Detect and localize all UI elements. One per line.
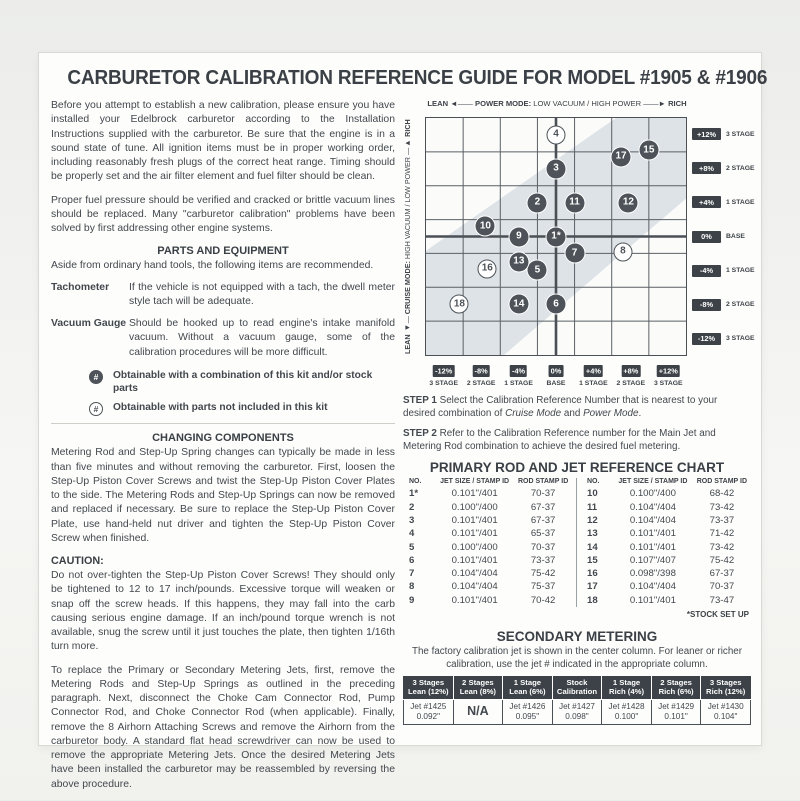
calibration-point-8: 8 (613, 242, 632, 261)
jet-size-stamp-id: 0.104"/404 (451, 581, 498, 593)
y-tick-stage: 1 STAGE (726, 267, 755, 275)
primary-table-row (581, 501, 751, 514)
rod-stamp-id: 71-42 (709, 528, 735, 540)
jet-size-stamp-id: 0.107"/407 (629, 554, 676, 566)
jet-size-stamp-id: 0.104"/404 (629, 581, 676, 593)
instruction-sheet (38, 52, 768, 790)
x-tick-stage: 2 STAGE (466, 380, 496, 387)
calibration-number: 6 (409, 554, 415, 566)
parts-intro: Aside from ordinary hand tools, the following items are recommended. (51, 260, 374, 272)
equipment-item (51, 281, 395, 310)
secondary-jet-cell: Jet #1427 0.098" (552, 700, 602, 725)
calibration-point-13: 13 (509, 252, 528, 271)
rod-stamp-id: 70-42 (530, 594, 556, 606)
primary-col-header: ROD STAMP ID (696, 478, 748, 486)
y-tick-value: -8% (692, 299, 721, 311)
jet-size-stamp-id: 0.101"/401 (451, 514, 498, 526)
calibration-number: 10 (587, 488, 598, 500)
secondary-jet-cell: Jet #1425 0.092" (404, 700, 454, 725)
calibration-number: 4 (409, 528, 415, 540)
primary-table-header-row (581, 478, 751, 487)
calibration-number: 11 (587, 501, 598, 513)
x-tick (467, 360, 496, 387)
jet-size-stamp-id: 0.101"/401 (451, 528, 498, 540)
rod-stamp-id: 67-37 (709, 568, 735, 580)
steps (403, 394, 751, 453)
x-tick-value: -12% (435, 366, 453, 375)
chart-plot-area (425, 117, 687, 356)
calibration-point-15: 15 (639, 141, 658, 160)
calibration-point-10: 10 (476, 217, 495, 236)
x-tick (429, 360, 458, 387)
y-tick-stage: 2 STAGE (726, 301, 755, 309)
power-mode-axis-label: LEAN ◄—— POWER MODE: LOW VACUUM / HIGH POWER ——► RICH (427, 99, 687, 108)
calibration-point-18: 18 (450, 295, 469, 314)
calibration-point-4: 4 (547, 125, 566, 144)
stock-setup-footnote: *STOCK SET UP (686, 609, 749, 619)
intro-paragraph-1: Before you attempt to establish a new calibration, please ensure you have installed your Edelbrock carburetor according to the Installation Instructions supplied with the carburetor. Be sure that the engine is in a sound state of tune. All ignition items must be in proper working order, including reasonably fresh plugs of the correct heat range. Timing should be properly set and the air filter element and fuel filter should be clean. (51, 100, 395, 183)
rod-stamp-id: 70-37 (709, 581, 735, 593)
left-column (49, 99, 395, 801)
calibration-number: 14 (587, 541, 598, 553)
primary-col-header: NO. (409, 478, 422, 486)
secondary-jet-cell: Jet #1429 0.101" (651, 700, 701, 725)
secondary-col-header: 2 Stages Rich (6%) (651, 677, 701, 700)
secondary-jet-cell: Jet #1426 0.095" (503, 700, 553, 725)
y-tick (692, 128, 755, 140)
equipment-item (51, 317, 395, 360)
calibration-number: 17 (587, 581, 598, 593)
primary-table-row (581, 580, 751, 593)
calibration-chart (403, 99, 755, 387)
calibration-number: 2 (409, 501, 415, 513)
y-tick-stage: BASE (726, 233, 745, 240)
cruise-mode-axis-label: LEAN ◄— CRUISE MODE: HIGH VACUUM / LOW POWER —► RICH (403, 119, 412, 354)
arrow-left-icon: ◄—— (450, 99, 473, 108)
calibration-number: 7 (409, 568, 415, 580)
calibration-number: 1* (409, 488, 419, 500)
x-tick-stage: 3 STAGE (653, 380, 683, 387)
secondary-metering-description: The factory calibration jet is shown in the center column. For leaner or richer calibration, use the jet # indicated in the appropriate column. (412, 645, 742, 670)
calibration-number: 15 (587, 554, 598, 566)
secondary-col-header: 1 Stage Lean (6%) (503, 677, 553, 700)
legend-text: Obtainable with a combination of this kit and/or stock parts (113, 369, 373, 394)
calibration-point-12: 12 (619, 193, 638, 212)
x-tick-stage: 2 STAGE (616, 380, 646, 387)
jet-size-stamp-id: 0.101"/401 (629, 594, 676, 606)
primary-table-row (403, 580, 572, 593)
calibration-number: 16 (587, 568, 598, 580)
primary-table-row (581, 554, 751, 567)
calibration-number: 3 (409, 514, 415, 526)
right-column (403, 99, 755, 801)
primary-table-row (581, 514, 751, 527)
primary-rod-jet-table (403, 478, 751, 607)
equipment-list (51, 281, 395, 360)
jet-size-stamp-id: 0.104"/404 (451, 568, 498, 580)
calibration-number: 13 (587, 528, 598, 540)
equipment-description: Should be hooked up to read engine's intake manifold vacuum. Without a vacuum gauge, some of the calibration procedures will be more difficult. (129, 318, 395, 358)
primary-table-row (403, 540, 572, 553)
primary-table-row (403, 514, 572, 527)
rod-stamp-id: 70-37 (530, 488, 556, 500)
calibration-number: 8 (409, 581, 415, 593)
y-tick (692, 162, 755, 174)
rod-stamp-id: 70-37 (530, 541, 556, 553)
x-tick-stage: 1 STAGE (579, 380, 608, 387)
x-tick-value: -4% (511, 366, 526, 375)
x-tick-value: -8% (474, 366, 488, 375)
y-tick (692, 196, 755, 208)
calibration-point-11: 11 (565, 193, 584, 212)
x-tick (617, 360, 646, 387)
primary-table-row (403, 501, 572, 514)
caution-heading: CAUTION: (51, 555, 104, 567)
secondary-col-header: 3 Stages Lean (12%) (404, 677, 454, 700)
changing-components-paragraph: Metering Rod and Step-Up Spring changes can typically be made in less than five minutes and without removing the carburetor. First, loosen the Step-Up Piston Cover Screws and twist the Step-Up Piston Cover Plates to the side. The Metering Rods and Step-Up Springs can now be removed and replaced if necessary. Be sure to replace the Step-Up Piston Cover Plate, use hand-held nut driver and tighten the Step-Up Piston Cover Screw when finished. (51, 447, 395, 544)
x-tick-value: +4% (585, 366, 601, 375)
caution-paragraph-1: Do not over-tighten the Step-Up Piston Cover Screws! They should only be tightened to 12 to 17 inch/pounds. Excessive torque will weaken or snap off the screw heads. If this happens, they may fall into the carb causing serious engine damage. If an inch/pound torque wrench is not available, snug the screw until it just touches the plate, then tighten 1/16th turn more. (51, 570, 395, 653)
y-tick-value: +4% (692, 196, 721, 208)
primary-table-row (581, 487, 751, 500)
jet-size-stamp-id: 0.100"/400 (629, 488, 676, 500)
calibration-number: 9 (409, 594, 415, 606)
primary-table-row (403, 567, 572, 580)
primary-col-header: JET SIZE / STAMP ID (618, 478, 688, 486)
calibration-point-7: 7 (565, 244, 584, 263)
primary-table-row (581, 567, 751, 580)
non-kit-parts-icon: # (89, 402, 103, 416)
primary-table-header-row (403, 478, 572, 487)
rod-stamp-id: 73-37 (530, 554, 556, 566)
jet-size-stamp-id: 0.101"/401 (629, 541, 676, 553)
secondary-jet-cell (453, 700, 503, 725)
calibration-point-6: 6 (547, 295, 566, 314)
y-tick (692, 265, 755, 277)
jet-size-stamp-id: 0.100"/400 (451, 541, 498, 553)
x-tick-stage: 1 STAGE (504, 380, 533, 387)
rod-stamp-id: 73-42 (709, 541, 735, 553)
y-tick-stage: 3 STAGE (726, 335, 755, 343)
x-tick (579, 360, 608, 387)
calibration-point-17: 17 (612, 147, 631, 166)
step-1: STEP 1 Select the Calibration Reference Number that is nearest to your desired combination of Cruise Mode and Power Mode. (403, 395, 718, 420)
arrow-right-icon: ——► (643, 99, 666, 108)
arrow-up-icon: —► (403, 138, 412, 155)
primary-col-header: JET SIZE / STAMP ID (440, 478, 510, 486)
secondary-metering-title: SECONDARY METERING (496, 628, 658, 644)
jet-size-stamp-id: 0.101"/401 (451, 554, 498, 566)
y-tick-value: 0% (692, 231, 721, 243)
x-tick-stage: BASE (546, 380, 566, 387)
intro-paragraph-2: Proper fuel pressure should be verified and cracked or brittle vacuum lines should be replaced. Many "carburetor calibration" problems have been solved by first addressing other engine systems. (51, 194, 395, 234)
x-tick (547, 360, 566, 387)
calibration-point-16: 16 (478, 259, 497, 278)
calibration-point-14: 14 (509, 295, 528, 314)
primary-col-header: NO. (587, 478, 600, 486)
jet-size-stamp-id: 0.101"/401 (451, 594, 498, 606)
step-2: STEP 2 Refer to the Calibration Reference number for the Main Jet and Metering Rod combination to achieve the desired fuel metering. (403, 428, 716, 453)
secondary-col-header: 1 Stage Rich (4%) (602, 677, 652, 700)
y-tick-stage: 3 STAGE (726, 130, 755, 138)
primary-table-row (403, 487, 572, 500)
secondary-jet-cell: Jet #1428 0.100" (602, 700, 652, 725)
rod-stamp-id: 65-37 (530, 528, 556, 540)
x-tick (504, 360, 533, 387)
rod-stamp-id: 73-42 (709, 501, 735, 513)
x-tick-stage: 3 STAGE (429, 380, 458, 387)
secondary-metering-table (403, 676, 751, 724)
secondary-col-header: 3 Stages Rich (12%) (701, 677, 751, 700)
primary-col-header: ROD STAMP ID (517, 478, 569, 486)
y-tick-stage: 1 STAGE (726, 198, 755, 206)
caution-paragraph-2: To replace the Primary or Secondary Metering Jets, first, remove the Metering Rods and Step-Up Springs as outlined in the preceding paragraph. Next, disconnect the Choke Cam Connector Rod, Pump Connector Rod, and Choke Connector Rod (when applicable). Finally, remove the 8 Airhorn Attaching Screws and remove the Airhorn from the carburetor body. A standard flat head screwdriver can now be used to remove the appropriate Metering Jets. Once the desired Metering Jets have been installed the carburetor may be reassembled by reversing the above procedure. (51, 664, 395, 790)
y-tick-value: -4% (692, 265, 721, 277)
section-divider (51, 423, 395, 424)
secondary-value-row (404, 700, 751, 725)
secondary-header-row (404, 677, 751, 700)
y-tick-stage: 2 STAGE (726, 164, 755, 172)
parts-equipment-heading: PARTS AND EQUIPMENT (157, 245, 289, 258)
legend-item (89, 402, 395, 416)
calibration-point-2: 2 (528, 193, 547, 212)
rod-stamp-id: 75-42 (530, 568, 556, 580)
x-tick-value: +8% (623, 366, 639, 375)
symbol-legend (51, 370, 395, 417)
calibration-point-5: 5 (528, 261, 547, 280)
primary-table-row (581, 594, 751, 607)
rod-stamp-id: 67-37 (530, 514, 556, 526)
na-value: N/A (467, 704, 489, 719)
secondary-jet-cell: Jet #1430 0.104" (701, 700, 751, 725)
calibration-point-1: 1* (547, 227, 566, 246)
y-tick-value: +8% (692, 162, 721, 174)
x-tick-value: +12% (658, 366, 678, 375)
y-tick-value: +12% (692, 128, 721, 140)
primary-table-row (403, 554, 572, 567)
calibration-number: 5 (409, 541, 415, 553)
arrow-down-icon: ◄— (403, 316, 412, 333)
x-tick (654, 360, 683, 387)
rod-stamp-id: 73-47 (709, 594, 735, 606)
y-tick (692, 231, 745, 243)
calibration-number: 18 (587, 594, 598, 606)
legend-text: Obtainable with parts not included in this kit (113, 402, 328, 414)
jet-size-stamp-id: 0.098"/398 (629, 568, 676, 580)
calibration-point-9: 9 (509, 227, 528, 246)
calibration-point-3: 3 (547, 159, 566, 178)
rod-stamp-id: 73-37 (709, 514, 735, 526)
changing-components-heading: CHANGING COMPONENTS (152, 432, 294, 445)
primary-table-row (403, 527, 572, 540)
jet-size-stamp-id: 0.101"/401 (451, 488, 498, 500)
legend-item (89, 370, 395, 396)
equipment-description: If the vehicle is not equipped with a tach, the dwell meter style tach will be adequate. (129, 281, 395, 307)
y-tick (692, 333, 755, 345)
equipment-term: Vacuum Gauge (51, 318, 127, 329)
rod-stamp-id: 75-42 (709, 554, 735, 566)
secondary-col-header: Stock Calibration (552, 677, 602, 700)
kit-parts-icon: # (89, 370, 103, 384)
x-tick-value: 0% (550, 366, 562, 375)
jet-size-stamp-id: 0.101"/401 (629, 528, 676, 540)
rod-stamp-id: 67-37 (530, 501, 556, 513)
jet-size-stamp-id: 0.104"/404 (629, 514, 676, 526)
equipment-term: Tachometer (51, 281, 110, 293)
rod-stamp-id: 68-42 (709, 488, 735, 500)
calibration-number: 12 (587, 514, 598, 526)
primary-table-row (403, 594, 572, 607)
page-title: CARBURETOR CALIBRATION REFERENCE GUIDE FOR MODEL #1905 & #1906 (67, 67, 768, 89)
primary-table-row (581, 540, 751, 553)
y-tick (692, 299, 755, 311)
secondary-col-header: 2 Stages Lean (8%) (453, 677, 503, 700)
primary-table-title: PRIMARY ROD AND JET REFERENCE CHART (429, 460, 725, 476)
rod-stamp-id: 75-37 (530, 581, 556, 593)
y-tick-value: -12% (692, 333, 721, 345)
jet-size-stamp-id: 0.100"/400 (451, 501, 498, 513)
primary-table-row (581, 527, 751, 540)
jet-size-stamp-id: 0.104"/404 (629, 501, 676, 513)
